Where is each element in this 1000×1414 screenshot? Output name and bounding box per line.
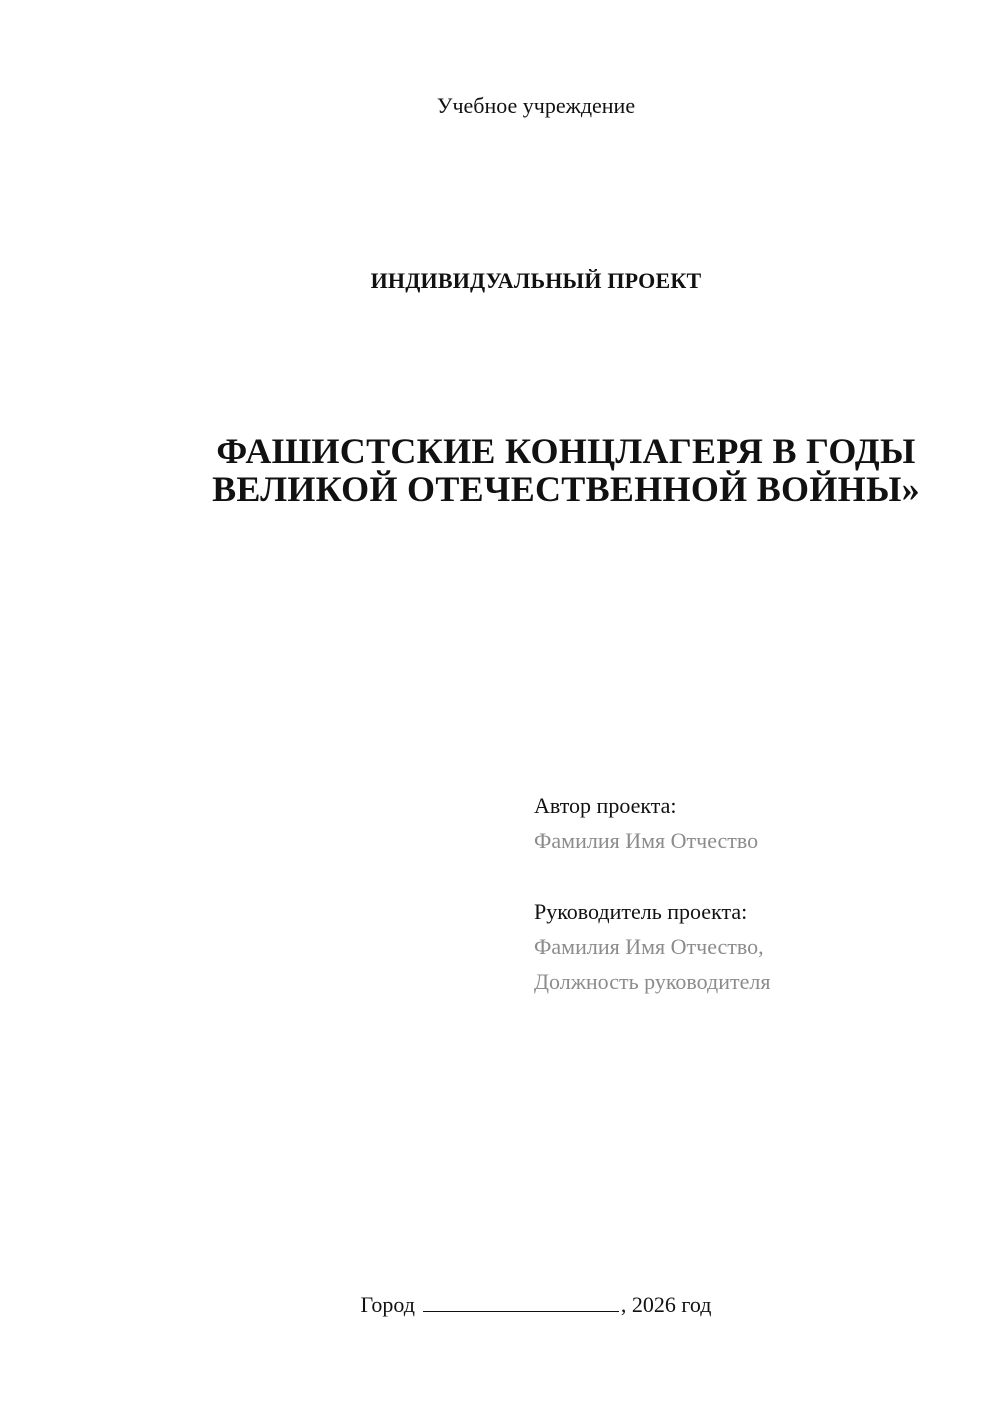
project-title [120,432,940,508]
project-title-line-2: ВЕЛИКОЙ ОТЕЧЕСТВЕННОЙ ВОЙНЫ» [212,469,920,509]
author-label: Автор проекта: [534,793,677,818]
supervisor-position-placeholder: Должность руководителя [534,969,771,994]
author-name-placeholder: Фамилия Имя Отчество [534,828,759,853]
institution-name: Учебное учреждение [436,93,636,118]
project-info-block [534,788,770,999]
city-year-line [0,1291,1000,1318]
city-label: Город [360,1292,415,1317]
city-blank-underline [423,1291,619,1312]
info-spacer [534,858,770,894]
year-text: , 2026 год [620,1292,712,1317]
supervisor-name-placeholder: Фамилия Имя Отчество, [534,934,764,959]
project-title-line-1: ФАШИСТСКИЕ КОНЦЛАГЕРЯ В ГОДЫ [216,431,916,471]
supervisor-label: Руководитель проекта: [534,899,748,924]
document-type: ИНДИВИДУАЛЬНЫЙ ПРОЕКТ [370,268,702,293]
